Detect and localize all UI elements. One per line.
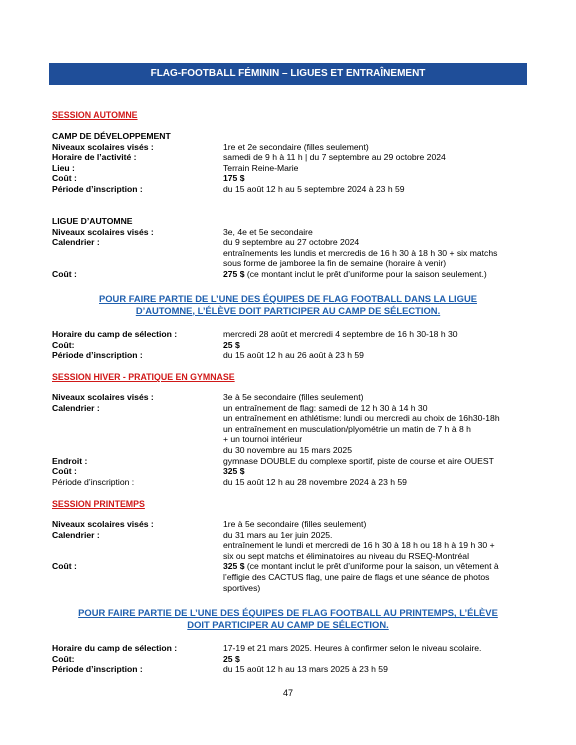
value-cout: 325 $ (223, 561, 245, 572)
label-periode: Période d’inscription : (52, 350, 143, 361)
label-cout: Coût : (52, 561, 77, 572)
value-calendrier-line: six ou sept matchs et éliminatoires au niveau du RSEQ-Montréal (223, 550, 469, 561)
label-calendrier: Calendrier : (52, 529, 100, 540)
value-periode: du 15 août 12 h au 13 mars 2025 à 23 h 59 (223, 664, 388, 675)
value-calendrier-line: sous forme de jamboree la fin de semaine (horaire à venir) (223, 258, 447, 269)
value-cout: 25 $ (223, 653, 240, 664)
value-niveaux: 1re et 2e secondaire (filles seulement) (223, 141, 369, 152)
camp-block (52, 131, 522, 195)
label-periode: Période d’inscription : (52, 476, 135, 487)
label-niveaux: Niveaux scolaires visés : (52, 392, 154, 402)
label-calendrier: Calendrier : (52, 237, 100, 248)
value-niveaux: 1re à 5e secondaire (filles seulement) (223, 519, 367, 529)
cout-note: (ce montant inclut le prêt d’uniforme pour la saison, un vêtement à (244, 561, 499, 572)
value-periode: du 15 août 12 h au 28 novembre 2024 à 23 h 59 (223, 476, 407, 487)
label-niveaux: Niveaux scolaires visés : (52, 519, 154, 529)
label-calendrier: Calendrier : (52, 402, 100, 413)
cout-note: (ce montant inclut le prêt d’uniforme pour la saison seulement.) (244, 268, 487, 279)
label-cout: Coût: (52, 653, 75, 664)
notice-line: D’AUTOMNE, L’ÉLÈVE DOIT PARTICIPER AU CAMP DE SÉLECTION. (135, 304, 441, 316)
value-calendrier: un entraînement de flag: samedi de 12 h 30 à 14 h 30 (223, 402, 428, 413)
page-number: 47 (282, 688, 293, 698)
label-periode: Période d’inscription : (52, 183, 143, 194)
value-horaire-selection: 17-19 et 21 mars 2025. Heures à confirmer selon le niveau scolaire. (223, 643, 482, 653)
league-title: LIGUE D’AUTOMNE (52, 216, 133, 226)
cout-note-line: sportives) (223, 582, 261, 593)
winter-block (52, 392, 522, 487)
value-calendrier-line: du 30 novembre au 15 mars 2025 (223, 444, 352, 455)
value-endroit: gymnase DOUBLE du complexe sportif, piste de course et aire OUEST (223, 455, 494, 466)
spring-block (52, 519, 522, 593)
value-calendrier-line: entraînement le lundi et mercredi de 16 h 30 à 18 h ou 18 h à 19 h 30 + (223, 540, 495, 551)
value-cout: 25 $ (223, 339, 240, 350)
value-cout: 325 $ (223, 466, 245, 477)
page-banner: FLAG-FOOTBALL FÉMININ – LIGUES ET ENTRAÎNEMENT (49, 63, 527, 85)
value-lieu: Terrain Reine-Marie (223, 162, 299, 173)
label-endroit: Endroit : (52, 455, 88, 466)
value-niveaux: 3e, 4e et 5e secondaire (223, 226, 313, 237)
label-horaire-selection: Horaire du camp de sélection : (52, 329, 178, 339)
label-cout: Coût: (52, 339, 75, 350)
value-cout: 175 $ (223, 173, 245, 184)
value-horaire: samedi de 9 h à 11 h | du 7 septembre au 29 octobre 2024 (223, 152, 446, 163)
label-niveaux: Niveaux scolaires visés : (52, 226, 154, 237)
value-calendrier: du 9 septembre au 27 octobre 2024 (223, 237, 360, 248)
notice-line: DOIT PARTICIPER AU CAMP DE SÉLECTION. (187, 618, 389, 630)
notice-line: POUR FAIRE PARTIE DE L’UNE DES ÉQUIPES DE FLAG FOOTBALL DANS LA LIGUE (99, 293, 477, 304)
value-calendrier-line: + un tournoi intérieur (223, 434, 303, 445)
section-heading-winter: SESSION HIVER - PRATIQUE EN GYMNASE (52, 372, 235, 382)
label-cout: Coût : (52, 268, 77, 279)
label-periode: Période d’inscription : (52, 664, 143, 675)
value-periode: du 15 août 12 h au 5 septembre 2024 à 23 h 59 (223, 183, 405, 194)
label-horaire: Horaire de l’activité : (52, 152, 137, 163)
selection-block-spring (52, 643, 522, 675)
notice-line: POUR FAIRE PARTIE DE L’UNE DES ÉQUIPES DE FLAG FOOTBALL AU PRINTEMPS, L’ÉLÈVE (78, 607, 498, 618)
label-lieu: Lieu : (52, 162, 75, 173)
selection-notice-spring (52, 607, 524, 630)
label-cout: Coût : (52, 466, 77, 477)
value-calendrier-line: un entraînement en musculation/plyométrie un matin de 7 h à 8 h (223, 423, 471, 434)
value-horaire-selection: mercredi 28 août et mercredi 4 septembre de 16 h 30-18 h 30 (223, 329, 458, 339)
value-calendrier-line: un entraînement en athlétisme: lundi ou mercredi au choix de 16h30-18h (223, 413, 500, 424)
label-cout: Coût : (52, 173, 77, 184)
section-heading-autumn: SESSION AUTOMNE (52, 110, 138, 120)
label-horaire-selection: Horaire du camp de sélection : (52, 643, 178, 653)
value-calendrier: du 31 mars au 1er juin 2025. (223, 529, 333, 540)
cout-note-line: l’effigie des CACTUS flag, une paire de flags et une séance de photos (223, 571, 490, 582)
value-cout: 275 $ (223, 268, 245, 279)
value-calendrier-line: entraînements les lundis et mercredis de 16 h 30 à 18 h 30 + six matchs (223, 247, 498, 258)
selection-block-autumn (52, 329, 522, 361)
league-block (52, 216, 522, 280)
section-heading-spring: SESSION PRINTEMPS (52, 499, 145, 509)
camp-title: CAMP DE DÉVELOPPEMENT (52, 131, 171, 141)
value-periode: du 15 août 12 h au 26 août à 23 h 59 (223, 350, 364, 361)
value-niveaux: 3e à 5e secondaire (filles seulement) (223, 392, 364, 402)
label-niveaux: Niveaux scolaires visés : (52, 141, 154, 152)
selection-notice-autumn (52, 293, 524, 316)
